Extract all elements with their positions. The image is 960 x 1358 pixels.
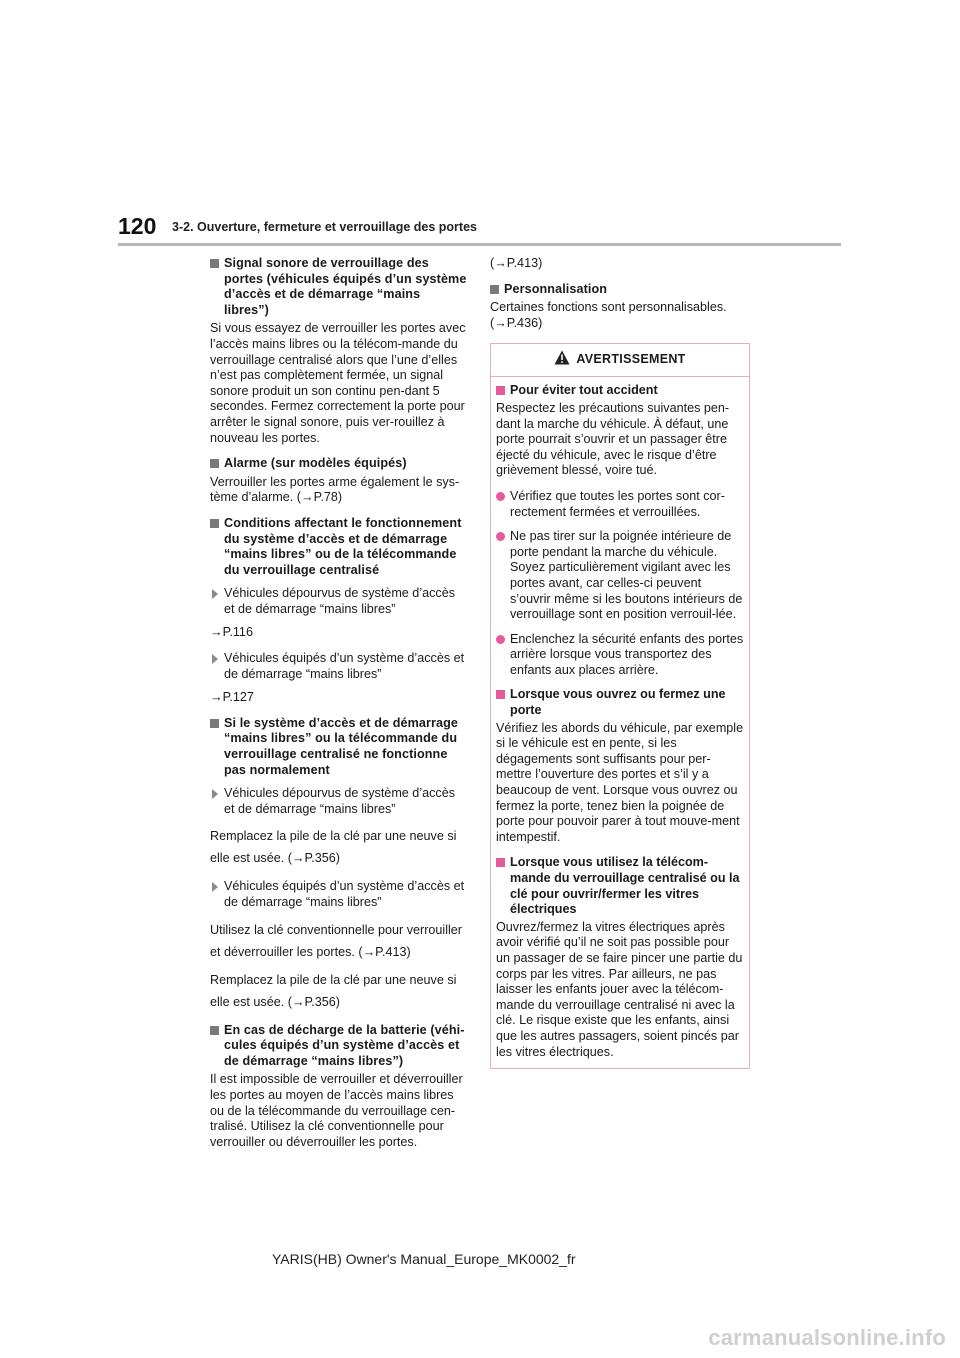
sub-item-text: Véhicules dépourvus de système d’accès et de démarrage “mains libres” xyxy=(224,586,456,616)
warning-title-text: AVERTISSEMENT xyxy=(576,352,686,367)
heading-text: Conditions affectant le fonctionnement du système d’accès et de démarrage “mains libres” ou de la télécommande du verrouillage centralisé xyxy=(224,515,462,577)
section-heading xyxy=(210,456,468,472)
paragraph: Remplacez la pile de la clé par une neuve si elle est usée. (→P.356) xyxy=(210,829,457,866)
warning-body xyxy=(491,377,749,1068)
list-item-text: Enclenchez la sécurité enfants des portes arrière lorsque vous transportez des enfants aux places arrière. xyxy=(510,631,744,677)
triangle-bullet-icon xyxy=(212,882,218,892)
heading-text: Personnalisation xyxy=(504,281,608,296)
page-reference: →P.127 xyxy=(210,690,254,705)
paragraph: Vérifiez les abords du véhicule, par exemple si le véhicule est en pente, si les dégagements sont suffisants pour per-mettre l’ouverture des portes et s’il y a beaucoup de vent. Lorsque vous ouvrez ou fermez la porte, tenez bien la poignée de porte pour pouvoir parer à tout mouve-ment intempestif. xyxy=(496,720,744,844)
square-bullet-icon xyxy=(490,285,499,294)
sub-item xyxy=(210,586,468,617)
paragraph: Certaines fonctions sont personnalisables. (→P.436) xyxy=(490,300,727,330)
page-reference: (→P.413) xyxy=(490,256,543,270)
paragraph: Ouvrez/fermez la vitres électriques après avoir vérifié qu’il ne soit pas possible pour un passager de se faire pincer une partie du corps par les vitres. Par ailleurs, ne pas laisser les enfants jouer avec la télécom-mande du verrouillage centralisé ni avec la clé. Le risque existe que les enfants, ainsi que les autres passagers, soient pincés par les vitres électriques. xyxy=(496,919,743,1059)
paragraph: Si vous essayez de verrouiller les portes avec l’accès mains libres ou la télécom-mande du verrouillage centralisé alors que l’une d’elles n’est pas complètement fermée, un signal sonore produit un son continu pen-dant 5 secondes. Fermez correctement la porte pour arrêter le signal sonore, puis ver-rouillez à nouveau les portes. xyxy=(210,321,466,445)
heading-text: Lorsque vous utilisez la télécom-mande du verrouillage centralisé ou la clé pour ouvrir/fermer les vitres électriques xyxy=(510,855,740,917)
square-bullet-icon xyxy=(210,259,219,268)
square-bullet-icon xyxy=(210,719,219,728)
circle-bullet-icon xyxy=(496,532,505,541)
sub-item xyxy=(210,879,468,910)
footer-text: YARIS(HB) Owner's Manual_Europe_MK0002_fr xyxy=(272,1251,576,1267)
square-bullet-icon xyxy=(210,519,219,528)
triangle-bullet-icon xyxy=(212,789,218,799)
list-item-text: Vérifiez que toutes les portes sont cor-rectement fermées et verrouillées. xyxy=(510,488,725,519)
watermark: carmanualsonline.info xyxy=(708,1325,946,1350)
warning-triangle-icon xyxy=(554,350,570,365)
square-bullet-icon xyxy=(496,690,505,699)
right-column xyxy=(490,256,752,1069)
chapter-title: 3-2. Ouverture, fermeture et verrouillage des portes xyxy=(172,220,477,234)
triangle-bullet-icon xyxy=(212,654,218,664)
warning-heading xyxy=(496,687,744,718)
section-heading xyxy=(490,282,752,298)
heading-text: Pour éviter tout accident xyxy=(510,383,658,398)
circle-bullet-icon xyxy=(496,492,505,501)
circle-bullet-icon xyxy=(496,635,505,644)
warning-box xyxy=(490,343,750,1069)
sub-item-text: Véhicules équipés d’un système d’accès et de démarrage “mains libres” xyxy=(224,879,465,909)
heading-text: Alarme (sur modèles équipés) xyxy=(224,456,407,471)
triangle-bullet-icon xyxy=(212,589,218,599)
left-column xyxy=(210,256,468,1160)
sub-item-text: Véhicules équipés d’un système d’accès et de démarrage “mains libres” xyxy=(224,651,465,681)
list-item xyxy=(496,632,744,679)
warning-heading xyxy=(496,855,744,917)
heading-text: Signal sonore de verrouillage des portes (véhicules équipés d’un système d’accès et de démarrage “mains libres”) xyxy=(224,256,467,317)
list-item xyxy=(496,529,744,623)
section-heading xyxy=(210,516,468,578)
square-bullet-icon xyxy=(210,1026,219,1035)
list-item-text: Ne pas tirer sur la poignée intérieure de porte pendant la marche du véhicule. Soyez particulièrement vigilant avec les portes avant, car celles-ci peuvent s’ouvrir même si les boutons intérieurs de verrouillage sont en position verrouil-lée. xyxy=(510,529,743,622)
heading-text: Lorsque vous ouvrez ou fermez une porte xyxy=(510,687,726,718)
section-heading xyxy=(210,716,468,778)
square-bullet-icon xyxy=(496,858,505,867)
sub-item-text: Véhicules dépourvus de système d’accès et de démarrage “mains libres” xyxy=(224,786,456,816)
sub-item xyxy=(210,651,468,682)
paragraph: Verrouiller les portes arme également le sys-tème d’alarme. (→P.78) xyxy=(210,474,460,505)
paragraph: Respectez les précautions suivantes pen-dant la marche du véhicule. À défaut, une porte pourrait s’ouvrir et un passager être éjecté du véhicule, avec le risque d’être grièvement blessé, voire tué. xyxy=(496,400,730,478)
heading-text: En cas de décharge de la batterie (véhi-cules équipés d’un système d’accès et de démarrage “mains libres”) xyxy=(224,1022,465,1068)
square-bullet-icon xyxy=(496,386,505,395)
sub-item xyxy=(210,786,468,817)
page-number: 120 xyxy=(118,213,157,239)
heading-text: Si le système d’accès et de démarrage “mains libres” ou la télécommande du verrouillage centralisé ne fonctionne pas normalement xyxy=(224,715,459,777)
square-bullet-icon xyxy=(210,459,219,468)
warning-heading xyxy=(496,383,744,399)
paragraph: Remplacez la pile de la clé par une neuve si elle est usée. (→P.356) xyxy=(210,972,457,1009)
warning-title xyxy=(554,352,685,368)
warning-header xyxy=(491,344,749,377)
section-heading xyxy=(210,256,468,318)
list-item xyxy=(496,489,744,520)
paragraph: Utilisez la clé conventionnelle pour verrouiller et déverrouiller les portes. (→P.413) xyxy=(210,922,462,959)
section-heading xyxy=(210,1023,468,1070)
header-divider xyxy=(118,243,841,246)
paragraph: Il est impossible de verrouiller et déverrouiller les portes au moyen de l’accès mains libres ou de la télécommande du verrouillage cen-tralisé. Utilisez la clé conventionnelle pour verrouiller ou déverrouiller les portes. xyxy=(210,1072,463,1149)
page-reference: →P.116 xyxy=(210,625,253,640)
